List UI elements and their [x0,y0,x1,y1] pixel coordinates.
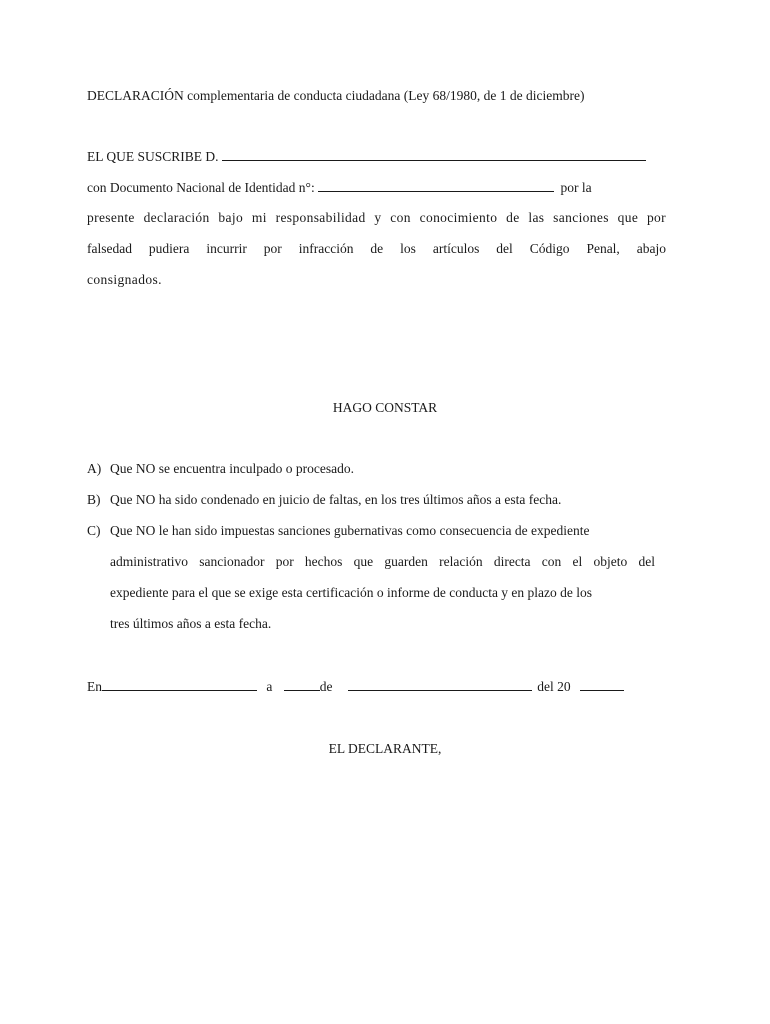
date-del-label: del 20 [537,679,571,694]
date-line [87,679,624,695]
signature-label: EL DECLARANTE, [328,741,442,756]
item-b [87,492,561,508]
body-line-2: falsedad pudiera incurrir por infracción de los artículos del Código Penal, abajo [87,241,666,256]
body-line-1: presente declaración bajo mi responsabilidad y con conocimiento de las sanciones que por [87,210,666,225]
item-letter: C) [87,523,101,538]
item-text: Que NO ha sido condenado en juicio de faltas, en los tres últimos años a esta fecha. [110,492,562,507]
month-blank-field[interactable] [348,679,532,691]
document-title: DECLARACIÓN complementaria de conducta ciudadana (Ley 68/1980, de 1 de diciembre) [87,88,585,103]
hago-constar-heading: HAGO CONSTAR [332,400,438,415]
item-text: Que NO le han sido impuestas sanciones gubernativas como consecuencia de expediente [110,523,590,538]
dni-label: con Documento Nacional de Identidad n°: [87,180,315,195]
item-c [87,523,589,539]
year-blank-field[interactable] [580,679,624,691]
suscribe-label: EL QUE SUSCRIBE D. [87,149,219,164]
item-letter: A) [87,461,102,476]
suscribe-line [87,149,646,165]
item-c-line-4: tres últimos años a esta fecha. [110,616,272,631]
item-a [87,461,354,477]
day-blank-field[interactable] [284,679,320,691]
item-c-line-3: expediente para el que se exige esta certificación o informe de conducta y en plazo de los [110,585,593,600]
dni-after-text: por la [560,180,592,195]
item-text: Que NO se encuentra inculpado o procesado. [110,461,355,476]
place-blank-field[interactable] [102,679,257,691]
body-line-3: consignados. [87,272,162,287]
dni-line [87,180,592,196]
name-blank-field[interactable] [222,149,646,161]
item-letter: B) [87,492,101,507]
date-en-label: En [87,679,102,694]
date-a-label: a [266,679,273,694]
date-de-label: de [319,679,333,694]
item-c-line-2: administrativo sancionador por hechos que guarden relación directa con el objeto del [110,554,655,569]
dni-blank-field[interactable] [318,180,554,192]
